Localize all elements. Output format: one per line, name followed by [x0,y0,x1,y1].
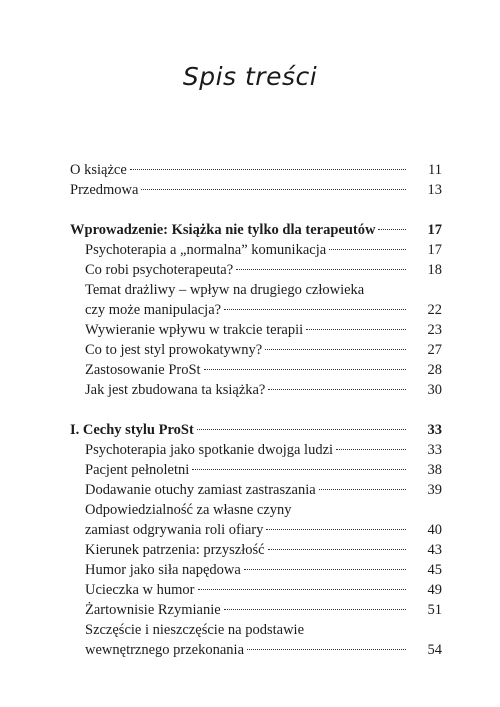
toc-entry-label: Psychoterapia a „normalna” komunikacja [85,242,327,258]
toc-page-number: 33 [427,442,442,458]
dot-leader [197,429,406,430]
toc-page-number: 49 [427,582,442,598]
toc-chapter-label: I. Cechy stylu ProSt [70,422,194,438]
toc-entry-w3 [85,300,442,320]
toc-entry-c4-line1: Odpowiedzialność za własne czyny [85,502,292,518]
toc-page-number: 28 [427,362,442,378]
dot-leader [329,249,406,250]
toc-entry-label: Ucieczka w humor [85,582,195,598]
dot-leader [378,229,406,230]
dot-leader [268,389,406,390]
toc-entry-label: Psychoterapia jako spotkanie dwojga ludzi [85,442,334,458]
toc-entry-c1 [85,440,442,460]
dot-leader [141,189,406,190]
toc-page-number: 43 [427,542,442,558]
toc-entry-label: Żartownisie Rzymianie [85,602,221,618]
toc-entry-label: Co robi psychoterapeuta? [85,262,234,278]
dot-leader [236,269,406,270]
toc-entry-w5 [85,340,442,360]
toc-page-number: 11 [428,162,442,178]
toc-page-number: 40 [427,522,442,538]
toc-entry-c3 [85,480,442,500]
toc-page-number: 54 [427,642,442,658]
toc-entry-label: Co to jest styl prowokatywny? [85,342,263,358]
toc-page-number: 38 [427,462,442,478]
dot-leader [192,469,406,470]
dot-leader [224,309,406,310]
toc-entry-label: Zastosowanie ProSt [85,362,201,378]
dot-leader [306,329,406,330]
toc-entry-label: Dodawanie otuchy zamiast zastraszania [85,482,316,498]
toc-entry-o-ksiazce [70,160,442,180]
toc-chapter-label: Wprowadzenie: Książka nie tylko dla terapeutów [70,222,376,238]
toc-page-number: 27 [427,342,442,358]
dot-leader [198,589,406,590]
page-title: Spis treści [182,62,318,91]
toc-entry-label: Humor jako siła napędowa [85,562,241,578]
dot-leader [244,569,406,570]
toc-page-number: 17 [427,222,442,238]
toc-entry-w3-line1: Temat drażliwy – wpływ na drugiego człowieka [85,282,365,298]
toc-entry-w1 [85,240,442,260]
dot-leader [224,609,406,610]
dot-leader [130,169,406,170]
toc-page-number: 39 [427,482,442,498]
toc-page-number: 22 [427,302,442,318]
toc-entry-c2 [85,460,442,480]
toc-entry-label: zamiast odgrywania roli ofiary [85,522,264,538]
toc-entry-w7 [85,380,442,400]
toc-entry-w2 [85,260,442,280]
dot-leader [268,549,406,550]
toc-page-number: 23 [427,322,442,338]
toc-page-number: 45 [427,562,442,578]
toc-entry-c9-line1: Szczęście i nieszczęście na podstawie [85,622,305,638]
toc-entry-c8 [85,600,442,620]
toc-entry-c7 [85,580,442,600]
toc-entry-przedmowa [70,180,442,200]
toc-entry-label: wewnętrznego przekonania [85,642,245,658]
toc-page-number: 33 [427,422,442,438]
dot-leader [204,369,406,370]
toc-entry-label: czy może manipulacja? [85,302,222,318]
toc-entry-label: O książce [70,162,127,178]
toc-entry-w4 [85,320,442,340]
toc-page-number: 13 [427,182,442,198]
toc-page-number: 17 [427,242,442,258]
toc-entry-label: Jak jest zbudowana ta książka? [85,382,266,398]
dot-leader [265,349,406,350]
toc-entry-label: Pacjent pełnoletni [85,462,190,478]
toc-entry-c6 [85,560,442,580]
toc-page-number: 18 [427,262,442,278]
toc-entry-label: Wywieranie wpływu w trakcie terapii [85,322,304,338]
toc-chapter-cechy [70,420,442,440]
toc-entry-c5 [85,540,442,560]
toc-chapter-wprowadzenie [70,220,442,240]
dot-leader [336,449,406,450]
dot-leader [319,489,406,490]
table-of-contents [70,160,442,660]
toc-entry-w6 [85,360,442,380]
toc-entry-c4 [85,520,442,540]
toc-page-number: 51 [427,602,442,618]
toc-entry-label: Kierunek patrzenia: przyszłość [85,542,265,558]
dot-leader [247,649,406,650]
toc-entry-c9 [85,640,442,660]
dot-leader [266,529,406,530]
toc-page-number: 30 [427,382,442,398]
toc-entry-label: Przedmowa [70,182,139,198]
